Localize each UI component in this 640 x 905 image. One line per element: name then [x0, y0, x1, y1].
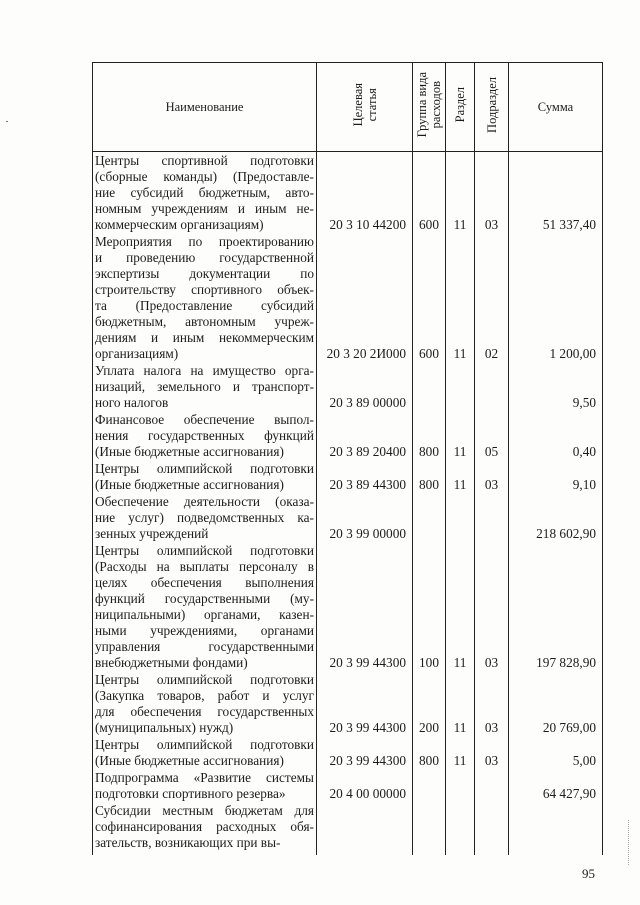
row-section: 11: [446, 152, 475, 234]
row-amount: 20 769,00: [509, 671, 603, 736]
table-row: [93, 671, 603, 736]
row-subsection: 03: [475, 542, 509, 671]
row-name-line: и проведению государственной: [95, 250, 314, 265]
table-row: [93, 802, 603, 855]
row-subsection: [475, 493, 509, 542]
row-amount: 0,40: [509, 411, 603, 460]
budget-table: [92, 62, 603, 855]
row-name-line: внебюджетными фондами): [95, 655, 248, 670]
row-name-line: дениям и иным некоммерческим: [95, 330, 314, 345]
row-name-line: (Иные бюджетные ассигнования): [95, 753, 284, 768]
row-target-article: 20 3 99 44300: [317, 671, 413, 736]
row-name-line: Центры олимпийской подготовки: [95, 461, 314, 476]
row-subsection: 05: [475, 411, 509, 460]
row-amount: 9,50: [509, 362, 603, 411]
row-name-line: ниципальными) органами, казен-: [95, 607, 314, 622]
row-target-article: 20 3 89 20400: [317, 411, 413, 460]
row-expense-group: [413, 802, 446, 855]
row-name: [93, 802, 317, 855]
row-name: [93, 671, 317, 736]
row-expense-group: 200: [413, 671, 446, 736]
page-number: 95: [582, 866, 595, 881]
table-row: [93, 460, 603, 493]
row-name-line: (Иные бюджетные ассигнования): [95, 477, 284, 492]
row-expense-group: [413, 769, 446, 802]
row-subsection: 02: [475, 233, 509, 362]
row-name: [93, 152, 317, 234]
table-header: [93, 63, 603, 152]
table-row: [93, 233, 603, 362]
row-expense-group: 600: [413, 233, 446, 362]
row-name-line: функций государственными (му-: [95, 591, 314, 606]
row-name-line: ние услуг) подведомственных ка-: [95, 510, 314, 525]
row-name-line: (сборные команды) (Предоставле-: [95, 169, 314, 184]
row-name-line: Подпрограмма «Развитие системы: [95, 770, 314, 785]
row-subsection: [475, 802, 509, 855]
row-name-line: организациям): [95, 346, 179, 361]
row-name-line: зенных учреждений: [95, 526, 209, 541]
header-amount: Сумма: [509, 63, 603, 152]
row-target-article: 20 3 99 44300: [317, 736, 413, 769]
row-amount: 218 602,90: [509, 493, 603, 542]
row-name: [93, 736, 317, 769]
row-name-line: бюджетным, автономным учреж-: [95, 314, 314, 329]
row-name-line: нения государственных функций: [95, 428, 314, 443]
row-target-article: [317, 802, 413, 855]
row-subsection: 03: [475, 736, 509, 769]
row-name-line: ние субсидий бюджетным, авто-: [95, 185, 314, 200]
row-section: 11: [446, 736, 475, 769]
row-target-article: 20 3 10 44200: [317, 152, 413, 234]
row-name-line: (Закупка товаров, работ и услуг: [95, 688, 314, 703]
scan-mark: [6, 121, 8, 122]
row-name-line: коммерческим организациям): [95, 217, 264, 232]
row-target-article: 20 3 89 00000: [317, 362, 413, 411]
row-section: 11: [446, 411, 475, 460]
row-name-line: экспертизы документации по: [95, 266, 314, 281]
row-name-line: Центры олимпийской подготовки: [95, 543, 314, 558]
row-name: [93, 362, 317, 411]
table-row: [93, 542, 603, 671]
table-row: [93, 736, 603, 769]
row-name-line: Обеспечение деятельности (оказа-: [95, 494, 314, 509]
row-subsection: 03: [475, 152, 509, 234]
row-name-line: Финансовое обеспечение выпол-: [95, 412, 314, 427]
row-expense-group: 800: [413, 411, 446, 460]
row-amount: 5,00: [509, 736, 603, 769]
header-section: Раздел: [453, 87, 467, 123]
row-name-line: Центры олимпийской подготовки: [95, 737, 314, 752]
row-subsection: [475, 362, 509, 411]
row-name-line: управления государственными: [95, 639, 314, 654]
row-name-line: ными учреждениями, органами: [95, 623, 314, 638]
row-amount: 51 337,40: [509, 152, 603, 234]
row-expense-group: [413, 493, 446, 542]
row-expense-group: 800: [413, 460, 446, 493]
row-name-line: строительству спортивного объек-: [95, 282, 314, 297]
row-name: [93, 233, 317, 362]
scan-edge: [628, 820, 630, 865]
row-name-line: Центры спортивной подготовки: [95, 153, 314, 168]
row-name-line: целях обеспечения выполнения: [95, 575, 314, 590]
row-name-line: низаций, земельного и транспорт-: [95, 379, 314, 394]
row-name-line: подготовки спортивного резерва»: [95, 786, 286, 801]
row-name: [93, 493, 317, 542]
row-expense-group: 800: [413, 736, 446, 769]
row-name-line: та (Предоставление субсидий: [95, 298, 314, 313]
row-target-article: 20 3 89 44300: [317, 460, 413, 493]
table-row: [93, 152, 603, 234]
row-name-line: Центры олимпийской подготовки: [95, 672, 314, 687]
table-row: [93, 362, 603, 411]
row-section: [446, 362, 475, 411]
table-row: [93, 769, 603, 802]
row-name-line: номным учреждениям и иным не-: [95, 201, 314, 216]
row-name-line: (муниципальных) нужд): [95, 720, 234, 735]
row-name-line: Мероприятия по проектированию: [95, 234, 314, 249]
row-expense-group: [413, 362, 446, 411]
table-row: [93, 411, 603, 460]
row-amount: [509, 802, 603, 855]
row-amount: 197 828,90: [509, 542, 603, 671]
row-section: 11: [446, 460, 475, 493]
row-amount: 9,10: [509, 460, 603, 493]
table-row: [93, 493, 603, 542]
row-name-line: Субсидии местным бюджетам для: [95, 803, 314, 818]
row-name-line: (Иные бюджетные ассигнования): [95, 444, 284, 459]
table-body: [93, 152, 603, 856]
row-subsection: [475, 769, 509, 802]
header-expense-group: Группа вида расходов: [415, 72, 443, 138]
row-name: [93, 542, 317, 671]
row-subsection: 03: [475, 460, 509, 493]
row-name: [93, 769, 317, 802]
row-target-article: 20 4 00 00000: [317, 769, 413, 802]
row-section: 11: [446, 233, 475, 362]
header-name: Наименование: [93, 63, 317, 152]
row-amount: 1 200,00: [509, 233, 603, 362]
row-name-line: Уплата налога на имущество орга-: [95, 363, 314, 378]
row-section: [446, 802, 475, 855]
row-target-article: 20 3 99 00000: [317, 493, 413, 542]
row-name-line: ного налогов: [95, 395, 169, 410]
row-section: 11: [446, 542, 475, 671]
row-subsection: 03: [475, 671, 509, 736]
row-target-article: 20 3 99 44300: [317, 542, 413, 671]
row-section: [446, 493, 475, 542]
row-section: 11: [446, 671, 475, 736]
row-name-line: для обеспечения государственных: [95, 704, 314, 719]
row-target-article: 20 3 20 2И000: [317, 233, 413, 362]
row-expense-group: 600: [413, 152, 446, 234]
header-subsection: Подраздел: [484, 77, 499, 133]
row-amount: 64 427,90: [509, 769, 603, 802]
header-target-article: Целевая статья: [350, 83, 379, 127]
row-name-line: софинансирования расходных обя-: [95, 819, 314, 834]
row-name-line: зательств, возникающих при вы-: [95, 835, 281, 850]
row-section: [446, 769, 475, 802]
row-expense-group: 100: [413, 542, 446, 671]
row-name: [93, 460, 317, 493]
row-name: [93, 411, 317, 460]
row-name-line: (Расходы на выплаты персоналу в: [95, 559, 314, 574]
